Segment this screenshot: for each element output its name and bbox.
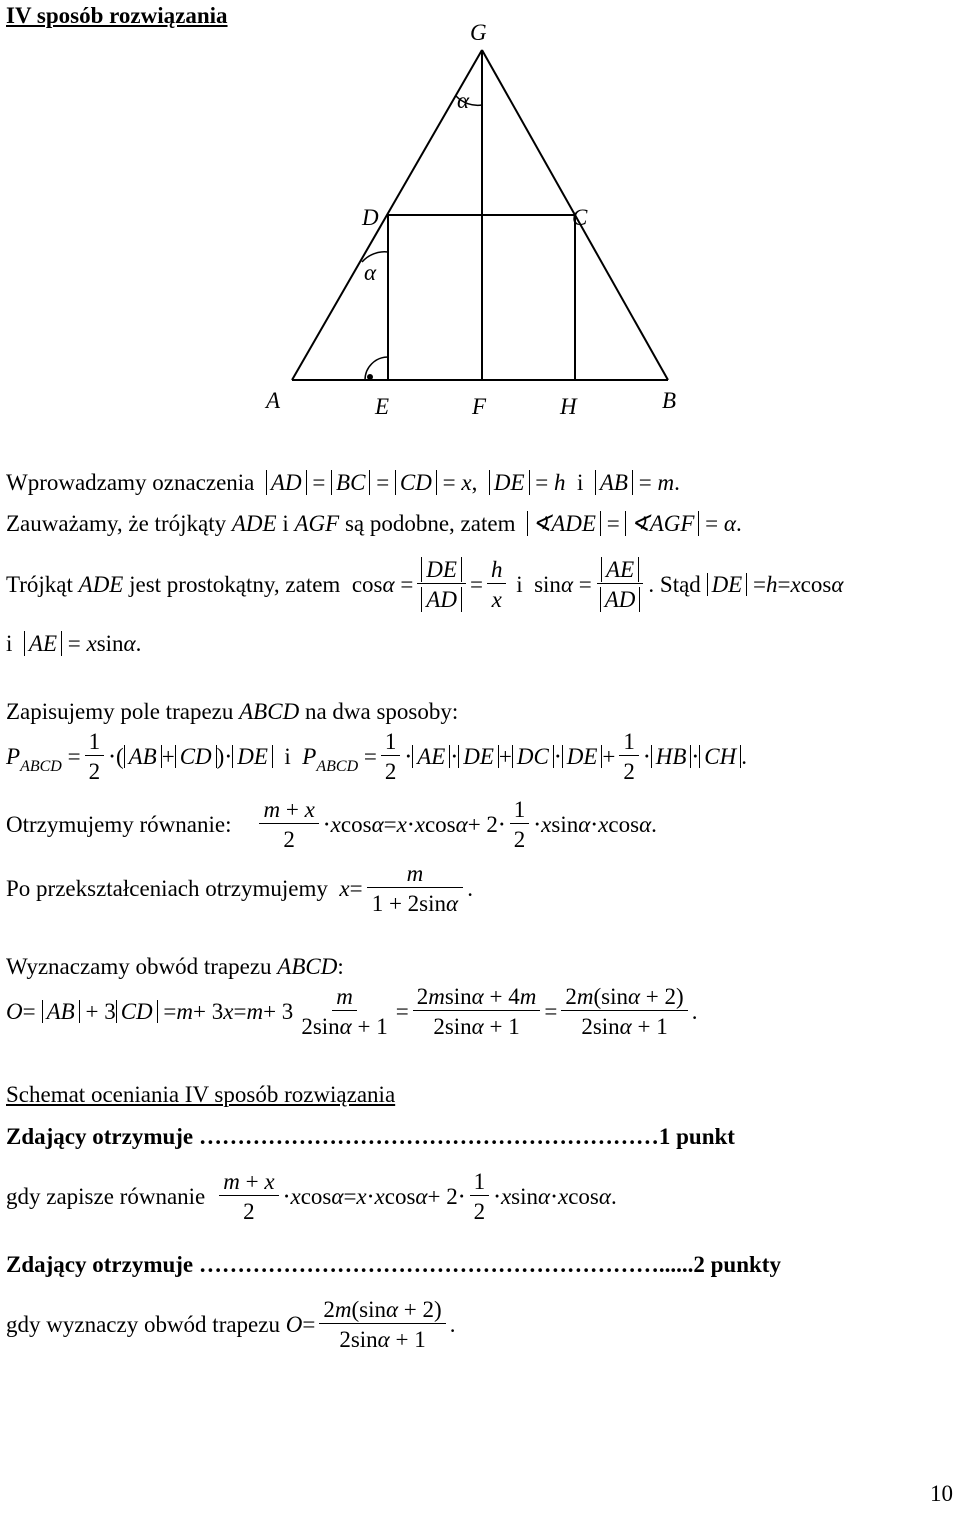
score1-condition: gdy zapisze równanie $\frac{m + x}{2}$ ⋅ x cos α = x ⋅ x cos α + 2⋅ $\frac{1}{2}$ ⋅ x sin α ⋅ x cos α . (6, 1169, 617, 1224)
right-angle-dot (367, 374, 373, 380)
label-E: E (375, 394, 390, 419)
label-G: G (470, 20, 487, 45)
area-formulas: P ABCD = $\frac{1}{2}$ ⋅( AB + CD )⋅ DE i P ABCD = $\frac{1}{2}$ ⋅ AE ⋅ DE + DC ⋅ DE + $\frac{1}{2}$ ⋅ HB ⋅ CH . (6, 729, 747, 784)
section-title: IV sposób rozwiązania (6, 3, 228, 28)
perimeter-formula: O = AB + 3 CD = m + 3 x = m + 3 $\frac{m}{2\sin\alpha + 1}$ = $\frac{2msin\alpha + 4m}{2\sin\alpha + 1}$ = $\frac{2m(\sin\alpha + 2)}{2\sin\alpha + 1}$ . (6, 984, 698, 1039)
score2-label: Zdający otrzymuje ……………………………………………………......2 punkty (6, 1252, 781, 1277)
page-number: 10 (930, 1481, 953, 1506)
perimeter-intro: Wyznaczamy obwód trapezu ABCD: (6, 954, 344, 979)
label-D: D (362, 205, 379, 230)
score2-condition: gdy wyznaczy obwód trapezu O = $\frac{2m(\sin\alpha + 2)}{2\sin\alpha + 1}$ . (6, 1297, 456, 1352)
label-C: C (572, 205, 588, 230)
label-B: B (662, 388, 677, 413)
scoring-title: Schemat oceniania IV sposób rozwiązania (6, 1082, 396, 1107)
label-F: F (472, 394, 487, 419)
label-H: H (560, 394, 577, 419)
label-alpha-top: α (457, 88, 470, 113)
solution-x-line: Po przekształceniach otrzymujemy x = $\frac{m}{1 + 2\sin\alpha}$ . (6, 861, 473, 916)
notation-intro: Wprowadzamy oznaczenia (6, 470, 255, 495)
area-intro: Zapisujemy pole trapezu ABCD na dwa sposoby: (6, 699, 459, 724)
right-triangle-line: Trójkąt ADE jest prostokątny, zatem cos α = $\frac{DE}{AD}$ = $\frac{h}{x}$ i sin α = $\frac{AE}{AD}$ . Stąd DE = h = x cos α (6, 557, 844, 612)
label-A: A (266, 388, 281, 413)
score1-label: Zdający otrzymuje ……………………………………………………1 punkt (6, 1124, 735, 1149)
similarity-line: Zauważamy, że trójkąty ADE i AGF są podobne, zatem ∢ADE = ∢AGF = α. (6, 511, 742, 536)
ae-line: i AE = xsinα. (6, 631, 142, 656)
notation-line: Wprowadzamy oznaczenia AD = BC = CD = x, DE = h i AB = m. (6, 470, 680, 495)
equation-line: Otrzymujemy równanie: $\frac{m + x}{2}$ ⋅ x cos α = x ⋅ x cos α + 2⋅ $\frac{1}{2}$ ⋅ x sin α ⋅ x cos α . (6, 797, 657, 852)
trapezoid-triangle-figure (0, 0, 960, 440)
label-alpha-mid: α (364, 260, 377, 285)
